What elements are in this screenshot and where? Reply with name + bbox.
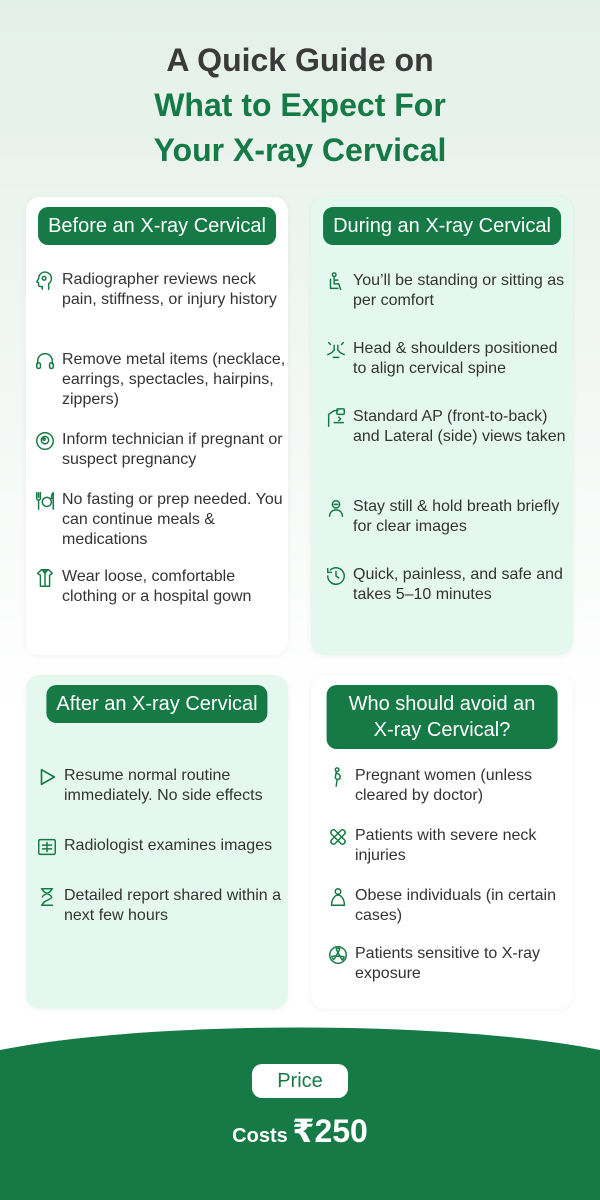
list-item-text: Inform technician if pregnant or suspect pregnancy [62,431,283,468]
list-item [34,490,286,550]
fork-plate-icon [34,490,56,512]
avoid-header-line-1: Who should avoid an [348,693,536,715]
footer-wave [0,1020,600,1200]
gown-icon [34,567,56,589]
list-item [325,565,571,605]
before-card-header: Before an X-ray Cervical [38,207,276,245]
after-card [26,675,288,1009]
price-cost [0,1112,600,1150]
xray-film-icon [36,836,58,858]
list-item-text: Radiographer reviews neck pain, stiffness, or injury history [62,271,277,308]
list-item [34,270,286,310]
list-item-text: Standard AP (front-to-back) and Lateral (side) views taken [353,408,566,445]
headphones-icon [34,350,56,372]
radiation-icon [327,944,349,966]
hourglass-icon [36,886,58,908]
list-item [36,836,286,858]
avoid-card [311,675,573,1009]
price-prefix: Costs [232,1125,288,1147]
list-item-text: Detailed report shared within a next few hours [64,887,282,924]
list-item-text: Obese individuals (in certain cases) [355,887,556,924]
price-amount: ₹250 [292,1113,368,1149]
list-item-text: Resume normal routine immediately. No side effects [64,767,263,804]
list-item-text: No fasting or prep needed. You can continue meals & medications [62,491,283,548]
title-line-1: A Quick Guide on [166,42,434,78]
list-item [327,826,571,866]
avoid-header-line-2: X-ray Cervical? [373,719,511,741]
list-item-text: Radiologist examines images [64,837,273,854]
avoid-card-header [327,685,558,749]
list-item [325,271,571,311]
before-card [26,197,288,655]
during-card [311,197,573,655]
list-item [327,766,571,806]
pregnant-woman-icon [327,766,349,788]
pregnancy-icon [34,430,56,452]
bandage-icon [327,826,349,848]
person-seated-icon [325,271,347,293]
list-item [325,339,571,379]
page-title [0,38,600,173]
list-item-text: Remove metal items (necklace, earrings, spectacles, hairpins, zippers) [62,351,286,408]
title-line-2: What to Expect For [154,87,446,123]
list-item-text: Quick, painless, and safe and takes 5–10 minutes [353,566,563,603]
list-item-text: Stay still & hold breath briefly for clear images [353,498,560,535]
list-item-text: Patients with severe neck injuries [355,827,537,864]
after-card-header: After an X-ray Cervical [46,685,267,723]
list-item-text: Head & shoulders positioned to align cervical spine [353,340,558,377]
list-item-text: Patients sensitive to X-ray exposure [355,945,540,982]
during-card-header: During an X-ray Cervical [323,207,561,245]
shoulders-icon [325,339,347,361]
list-item [34,430,286,470]
list-item-text: Pregnant women (unless cleared by doctor) [355,767,532,804]
price-label: Price [252,1064,348,1098]
breath-hold-icon [325,497,347,519]
xray-machine-icon [325,407,347,429]
list-item [36,886,286,926]
list-item [325,497,571,537]
list-item-text: Wear loose, comfortable clothing or a hospital gown [62,568,252,605]
list-item [36,766,286,806]
person-icon [327,886,349,908]
play-icon [36,766,58,788]
list-item [325,407,571,447]
clock-icon [325,565,347,587]
list-item [327,886,571,926]
list-item [34,567,286,607]
list-item [327,944,571,984]
title-line-3: Your X-ray Cervical [153,132,447,168]
list-item [34,350,286,410]
list-item-text: You’ll be standing or sitting as per comfort [353,272,565,309]
head-profile-icon [34,270,56,292]
price-footer [0,1020,600,1200]
